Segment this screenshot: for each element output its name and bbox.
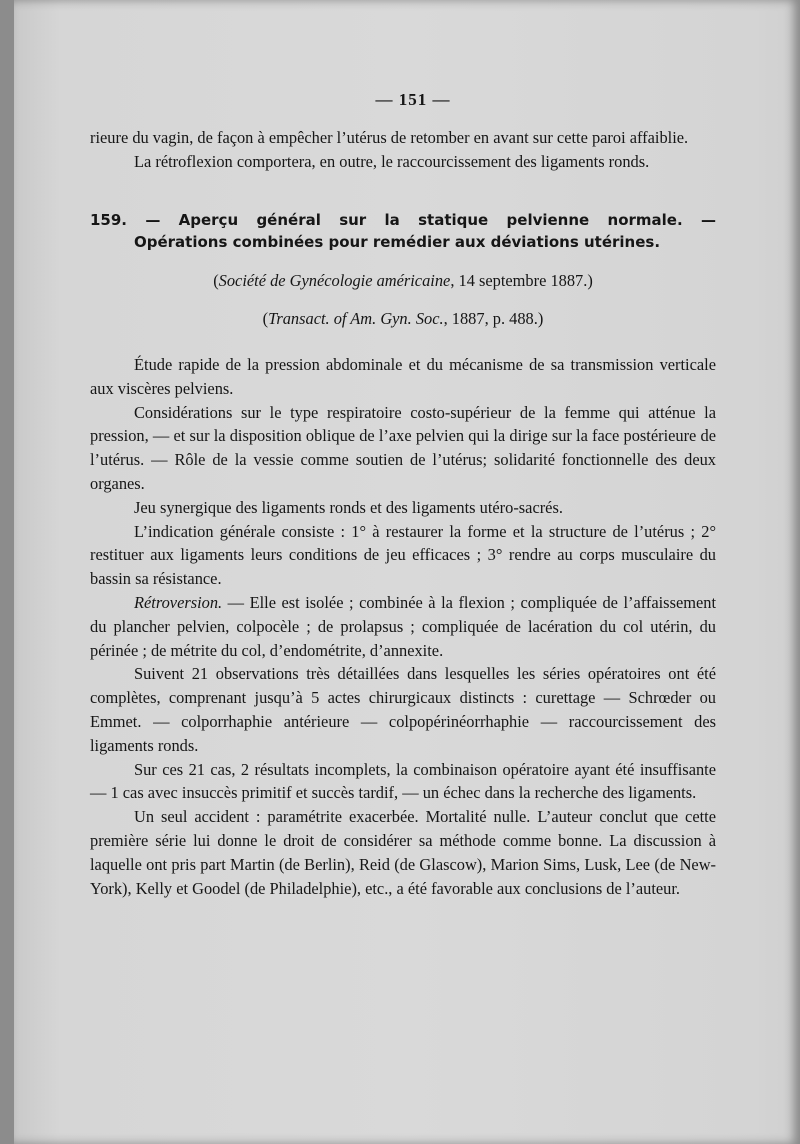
paragraph: Considérations sur le type respiratoire costo-supérieur de la femme qui atténue la pression, — et sur la disposition oblique de l’axe pelvien qui la dirige sur la face postérieure de l’utérus. — Rôle de la vessie comme soutien de l’utérus; solidarité fonctionnelle des deux organes. (90, 402, 716, 493)
book-page (14, 0, 800, 1144)
section-title-line2: Opérations combinées pour remédier aux déviations utérines. (134, 233, 661, 252)
retroversion-text: — Elle est isolée ; combinée à la flexion ; compliquée de l’affaissement du plancher pelvien, colpocèle ; de prolapsus ; compliquée de lacération du col utérin, du périnée ; de métrite du col, d’endométrite, d’annexite. (90, 592, 716, 660)
citation-society-date: , 14 septembre 1887.) (450, 271, 593, 291)
retroversion-label: Rétroversion. (134, 592, 223, 612)
section-title-line1: 159. — Aperçu général sur la statique pelvienne normale. — (90, 211, 716, 230)
citation-journal-ref: , 1887, p. 488.) (443, 309, 544, 329)
paragraph: Sur ces 21 cas, 2 résultats incomplets, la combinaison opératoire ayant été insuffisante — 1 cas avec insuccès primitif et succès tardif, — un échec dans la recherche des ligaments. (90, 759, 716, 803)
paragraph: L’indication générale consiste : 1° à restaurer la forme et la structure de l’utérus ; 2° restituer aux ligaments leurs conditions de jeu efficaces ; 3° rendre au corps musculaire du bassin sa résistance. (90, 521, 716, 589)
paragraph-continuation: rieure du vagin, de façon à empêcher l’utérus de retomber en avant sur cette paroi affaiblie. (90, 127, 689, 147)
paragraph: Un seul accident : paramétrite exacerbée. Mortalité nulle. L’auteur conclut que cette première série lui donne le droit de considérer sa méthode comme bonne. La discussion à laquelle ont pris part Martin (de Berlin), Reid (de Glascow), Marion Sims, Lusk, Lee (de New-York), Kelly et Goodel (de Philadelphie), etc., a été favorable aux conclusions de l’auteur. (90, 807, 716, 898)
citation-society: (Société de Gynécologie américaine, 14 septembre 1887.) (213, 271, 593, 291)
page-number: — 151 — (375, 90, 451, 109)
page-text (90, 88, 716, 900)
paragraph: Jeu synergique des ligaments ronds et des ligaments utéro-sacrés. (134, 497, 563, 517)
citation-transactions: (Transact. of Am. Gyn. Soc., 1887, p. 488.) (262, 309, 544, 329)
section-heading (90, 209, 716, 253)
citation-society-name: Société de Gynécologie américaine (218, 271, 451, 291)
paragraph: Suivent 21 observations très détaillées dans lesquelles les séries opératoires ont été complètes, comprenant jusqu’à 5 actes chirurgicaux distincts : curettage — Schrœder ou Emmet. — colporrhaphie antérieure — colpopérinéorrhaphie — raccourcissement des ligaments ronds. (90, 664, 716, 755)
citation-journal-name: Transact. of Am. Gyn. Soc. (268, 309, 444, 329)
paragraph-retroversion (90, 591, 716, 662)
paragraph: Étude rapide de la pression abdominale et du mécanisme de sa transmission verticale aux viscères pelviens. (90, 354, 716, 398)
paragraph-retroflexion: La rétroflexion comportera, en outre, le raccourcissement des ligaments ronds. (134, 151, 650, 171)
